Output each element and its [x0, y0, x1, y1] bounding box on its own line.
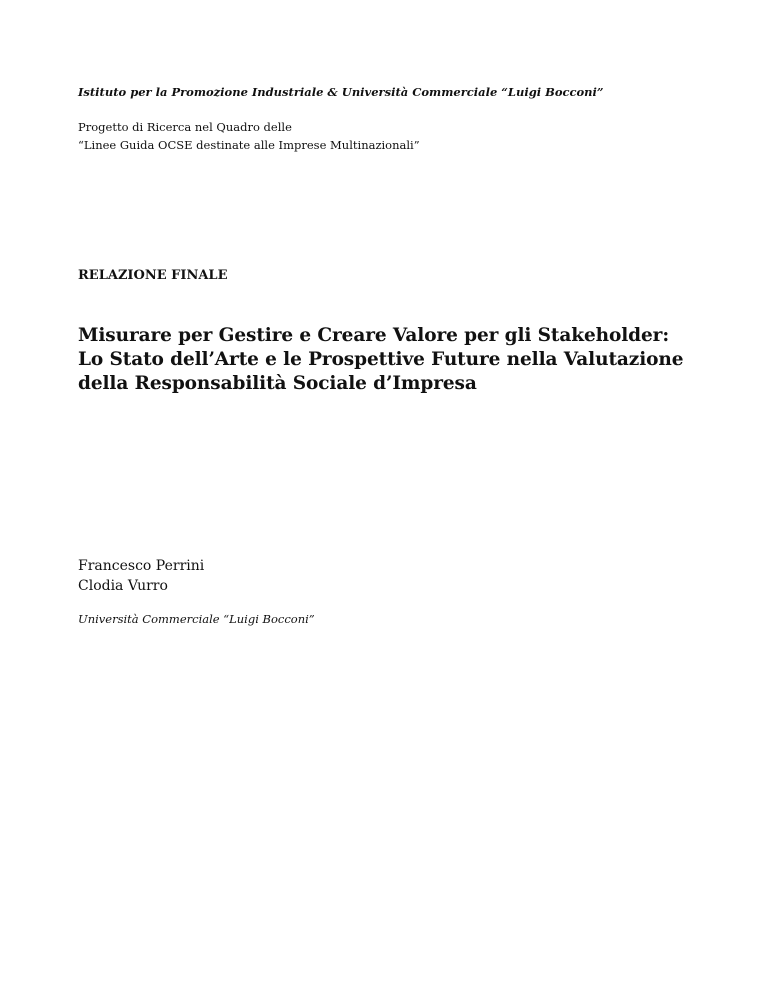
project-line-1: Progetto di Ricerca nel Quadro delle — [78, 120, 292, 134]
author-affiliation: Università Commerciale “Luigi Bocconi” — [78, 612, 315, 626]
institute-heading: Istituto per la Promozione Industriale & Università Commerciale “Luigi Bocconi” — [78, 85, 604, 99]
report-label: RELAZIONE FINALE — [78, 268, 228, 283]
report-title-line-2: Lo Stato dell’Arte e le Prospettive Future nella Valutazione — [78, 349, 684, 370]
report-title-line-1: Misurare per Gestire e Creare Valore per gli Stakeholder: — [78, 325, 670, 346]
project-line-2: “Linee Guida OCSE destinate alle Imprese Multinazionali” — [78, 138, 420, 152]
report-title-line-3: della Responsabilità Sociale d’Impresa — [78, 373, 477, 394]
author-name-2: Clodia Vurro — [78, 578, 168, 594]
author-name-1: Francesco Perrini — [78, 558, 205, 574]
